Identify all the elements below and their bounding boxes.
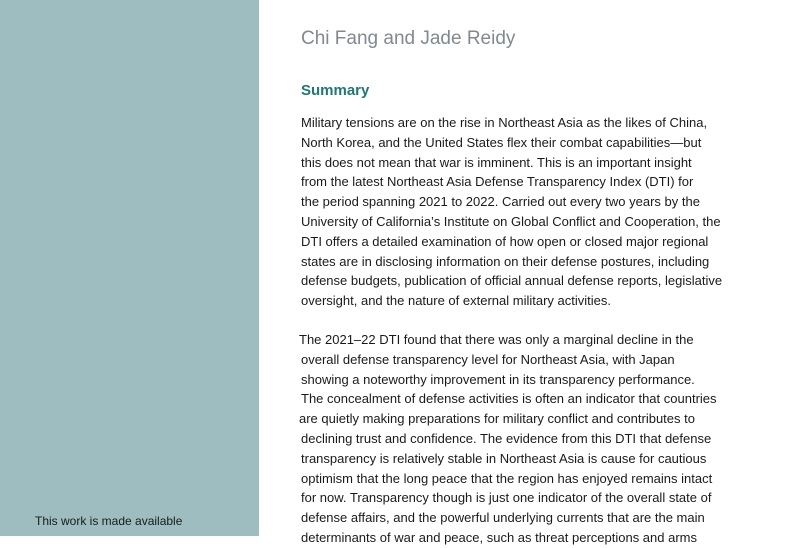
paragraph-line: North Korea, and the United States flex their combat capabilities—but — [301, 134, 702, 150]
paragraph-line: the period spanning 2021 to 2022. Carried out every two years by the — [301, 194, 700, 210]
paragraph-line: Military tensions are on the rise in Northeast Asia as the likes of China, — [301, 115, 708, 130]
paragraph-line: defense affairs, and the powerful underlying currents that are the main — [301, 510, 705, 526]
summary-paragraph-2 — [301, 330, 771, 548]
paragraph-line: transparency is relatively stable in Northeast Asia is cause for cautious — [301, 450, 707, 466]
summary-paragraph-1 — [301, 113, 771, 311]
paragraph-line: defense budgets, publication of official annual defense reports, legislative — [301, 273, 723, 289]
paragraph-line: The 2021–22 DTI found that there was only a marginal decline in the — [299, 332, 694, 347]
paragraph-line: University of California’s Institute on Global Conflict and Cooperation, the — [301, 213, 721, 229]
paragraph-line: this does not mean that war is imminent. This is an important insight — [301, 154, 692, 170]
paragraph-line: showing a noteworthy improvement in its transparency performance. — [301, 371, 695, 387]
paragraph-line: The concealment of defense activities is often an indicator that countries — [301, 391, 717, 407]
paragraph-line: optimism that the long peace that the region has enjoyed remains intact — [301, 470, 713, 486]
paragraph-line: declining trust and confidence. The evidence from this DTI that defense — [301, 430, 712, 446]
paragraph-line: states are in disclosing information on their defense postures, including — [301, 253, 710, 269]
sidebar-panel — [0, 0, 259, 536]
paragraph-line: DTI offers a detailed examination of how open or closed major regional — [301, 233, 709, 249]
paragraph-line: from the latest Northeast Asia Defense Transparency Index (DTI) for — [301, 174, 694, 190]
summary-heading: Summary — [301, 82, 370, 99]
paragraph-line: overall defense transparency level for Northeast Asia, with Japan — [301, 351, 675, 367]
paragraph-line: oversight, and the nature of external military activities. — [301, 293, 611, 309]
paragraph-line: are quietly making preparations for military conflict and contributes to — [299, 411, 695, 427]
author-byline: Chi Fang and Jade Reidy — [301, 28, 516, 49]
paragraph-line: for now. Transparency though is just one indicator of the overall state of — [301, 490, 712, 506]
availability-note: This work is made available — [35, 514, 183, 528]
paragraph-line: determinants of war and peace, such as threat perceptions and arms — [301, 529, 697, 545]
